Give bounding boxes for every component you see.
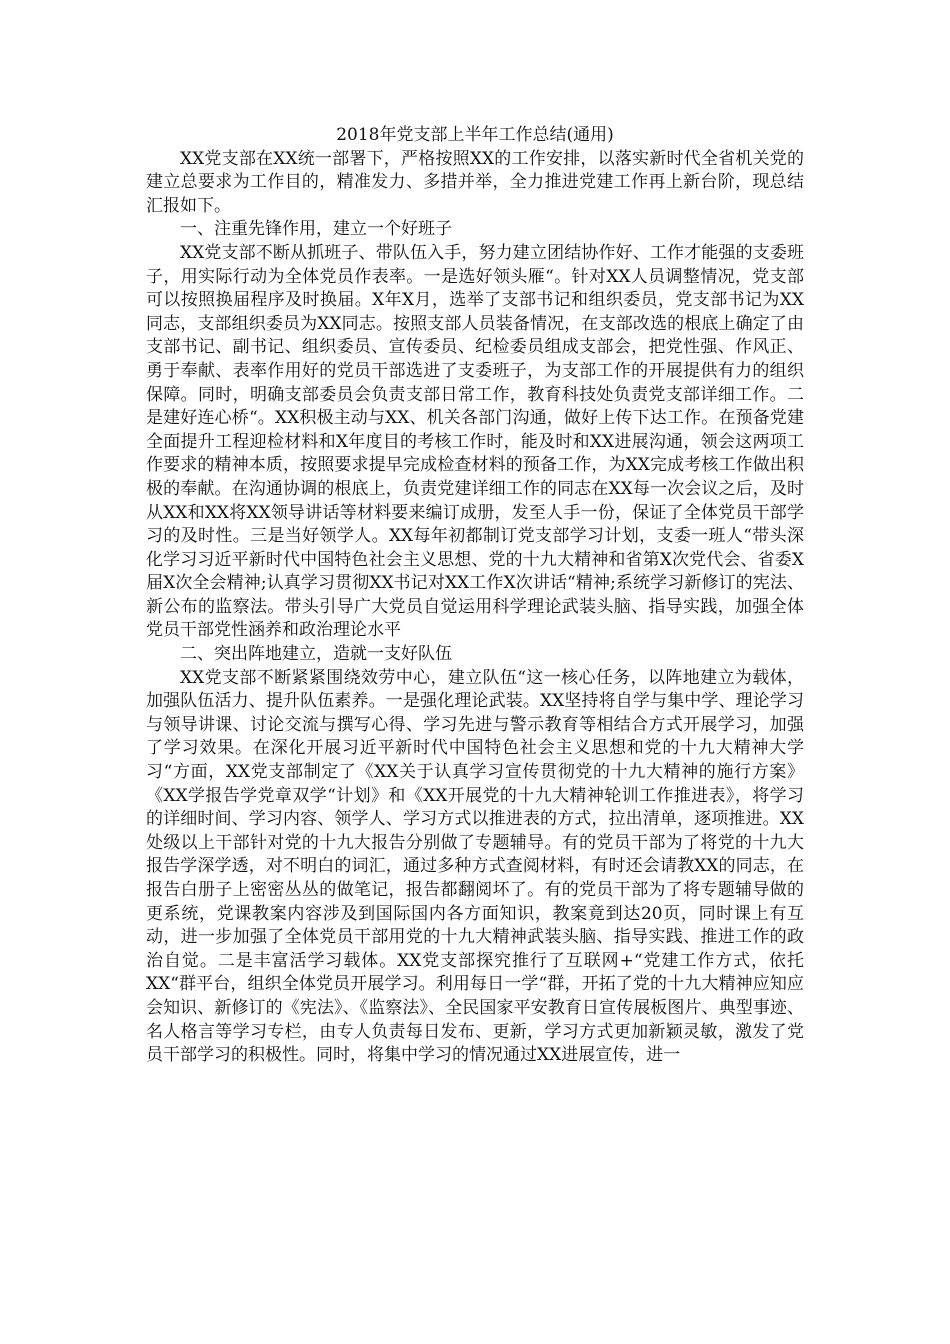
- section-2-heading: 二、突出阵地建立，造就一支好队伍: [180, 644, 452, 665]
- document-page: [146, 124, 804, 1068]
- section-1-heading: 一、注重先锋作用，建立一个好班子: [180, 219, 452, 240]
- section-2-paragraph: XX党支部不断紧紧围绕效劳中心，建立队伍“这一核心任务，以阵地建立为载体，加强队伍活力、提升队伍素养。一是强化理论武装。XX坚持将自学与集中学、理论学习与领导讲课、讨论交流与撰写心得、学习先进与警示教育等相结合方式开展学习，加强了学习效果。在深化开展习近平新时代中国特色社会主义思想和党的十九大精神大学习“方面，XX党支部制定了《XX关于认真学习宣传贯彻党的十九大精神的施行方案》《XX学报告学党章双学“计划》和《XX开展党的十九大精神轮训工作推进表》，将学习的详细时间、学习内容、领学人、学习方式以推进表的方式，拉出清单，逐项推进。XX处级以上干部针对党的十九大报告分别做了专题辅导。有的党员干部为了将党的十九大报告学深学透，对不明白的词汇，通过多种方式查阅材料，有时还会请教XX的同志，在报告白册子上密密丛丛的做笔记，报告都翻阅坏了。有的党员干部为了将专题辅导做的更系统，党课教案内容涉及到国际国内各方面知识，教案竟到达20页，同时课上有互动，进一步加强了全体党员干部用党的十九大精神武装头脑、指导实践、推进工作的政治自觉。二是丰富活学习载体。XX党支部探究推行了互联网+“党建工作方式，依托XX“群平台，组织全体党员开展学习。利用每日一学“群，开拓了党的十九大精神应知应会知识、新修订的《宪法》、《监察法》、全民国家平安教育日宣传展板图片、典型事迹、名人格言等学习专栏，由专人负责每日发布、更新，学习方式更加新颖灵敏，激发了党员干部学习的积极性。同时，将集中学习的情况通过XX进展宣传，进一: [146, 667, 804, 1066]
- section-1-paragraph: XX党支部不断从抓班子、带队伍入手，努力建立团结协作好、工作才能强的支委班子，用实际行动为全体党员作表率。一是选好领头雁“。针对XX人员调整情况，党支部可以按照换届程序及时换届。X年X月，选举了支部书记和组织委员，党支部书记为XX同志，支部组织委员为XX同志。按照支部人员装备情况，在支部改选的根底上确定了由支部书记、副书记、组织委员、宣传委员、纪检委员组成支部会，把党性强、作风正、勇于奉献、表率作用好的党员干部选进了支委班子，为支部工作的开展提供有力的组织保障。同时，明确支部委员会负责支部日常工作，教育科技处负责党支部详细工作。二是建好连心桥“。XX积极主动与XX、机关各部门沟通，做好上传下达工作。在预备党建全面提升工程迎检材料和X年度目的考核工作时，能及时和XX进展沟通，领会这两项工作要求的精神本质，按照要求提早完成检查材料的预备工作，为XX完成考核工作做出积极的奉献。在沟通协调的根底上，负责党建详细工作的同志在XX每一次会议之后，及时从XX和XX将XX领导讲话等材料要来编订成册，发至人手一份，保证了全体党员干部学习的及时性。三是当好领学人。XX每年初都制订党支部学习计划，支委一班人“带头深化学习习近平新时代中国特色社会主义思想、党的十九大精神和省第X次党代会、省委X届X次全会精神;认真学习贯彻XX书记对XX工作X次讲话“精神;系统学习新修订的宪法、新公布的监察法。带头引导广大党员自觉运用科学理论武装头脑、指导实践，加强全体党员干部党性涵养和政治理论水平: [146, 242, 804, 641]
- intro-paragraph: XX党支部在XX统一部署下，严格按照XX的工作安排，以落实新时代全省机关党的建立总要求为工作目的，精准发力、多措并举，全力推进党建工作再上新台阶，现总结汇报如下。: [146, 148, 804, 216]
- document-title: 2018年党支部上半年工作总结(通用): [336, 125, 614, 145]
